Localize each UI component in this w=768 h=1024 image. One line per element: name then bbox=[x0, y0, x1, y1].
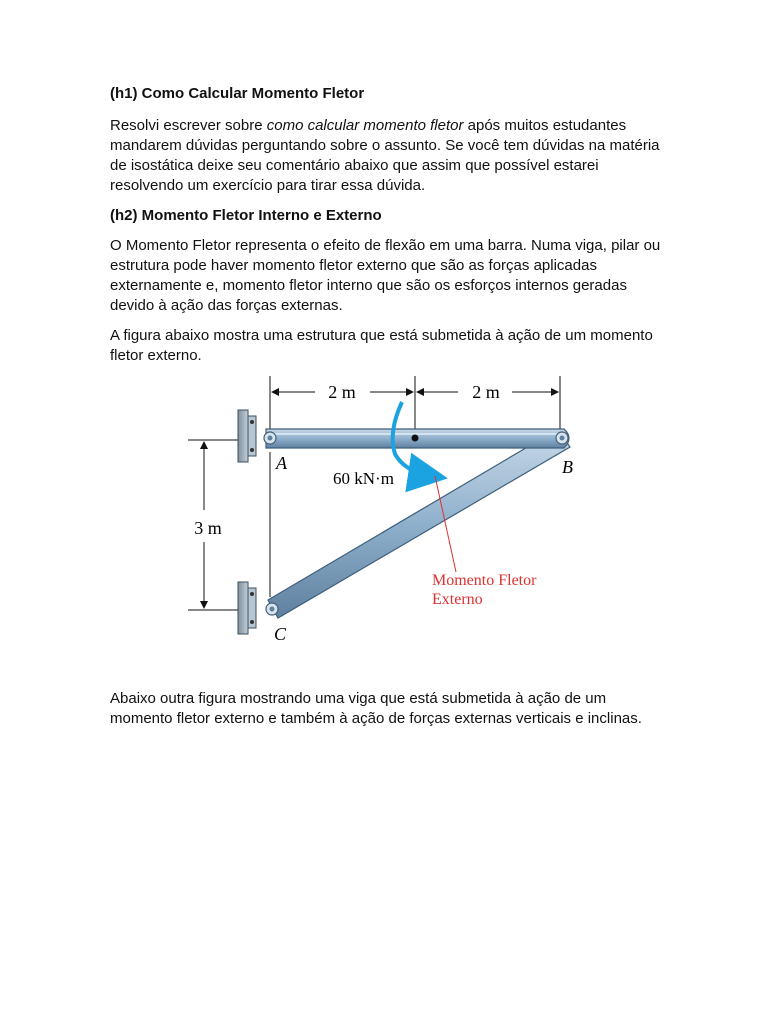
intro-emphasis: como calcular momento fletor bbox=[266, 117, 464, 134]
dimension-right-label: 2 m bbox=[472, 382, 500, 402]
moment-label: 60 kN·m bbox=[333, 469, 394, 488]
intro-text-end: após muitos estudantes mandarem dúvidas perguntando sobre o assunto. Se você tem dúvidas na matéria de isostática deixe seu comentário abaixo que assim que possível estarei resolvendo um exercício para tirar essa dúvida. bbox=[110, 117, 660, 194]
annotation-line2: Externo bbox=[432, 591, 483, 608]
label-b: B bbox=[562, 457, 573, 477]
paragraph-intro bbox=[110, 116, 670, 196]
dimension-vertical-label: 3 m bbox=[194, 518, 222, 538]
dimension-left-label: 2 m bbox=[328, 382, 356, 402]
paragraph-definition: O Momento Fletor representa o efeito de flexão em uma barra. Numa viga, pilar ou estrutura pode haver momento fletor externo que são as forças aplicadas externamente e, momento fletor interno que são os esforços internos geradas devido à ação das forças externas. bbox=[110, 237, 661, 314]
wall-support-c bbox=[238, 582, 256, 634]
paragraph-figure-intro: A figura abaixo mostra uma estrutura que está submetida à ação de um momento fletor externo. bbox=[110, 327, 653, 364]
heading-h1: (h1) Como Calcular Momento Fletor bbox=[110, 85, 365, 102]
structure-figure bbox=[180, 372, 600, 652]
paragraph-next-figure: Abaixo outra figura mostrando uma viga que está submetida à ação de um momento fletor externo e também à ação de forças externas verticais e inclinas. bbox=[110, 690, 642, 727]
diagonal-member-cb bbox=[268, 429, 570, 618]
label-a: A bbox=[276, 453, 287, 473]
annotation-line1: Momento Fletor bbox=[432, 572, 537, 589]
dimension-top bbox=[270, 376, 560, 432]
wall-support-a bbox=[238, 410, 256, 462]
heading-h2: (h2) Momento Fletor Interno e Externo bbox=[110, 207, 382, 224]
intro-text-start: Resolvi escrever sobre bbox=[110, 117, 267, 134]
moment-point bbox=[412, 435, 419, 442]
label-c: C bbox=[274, 624, 287, 644]
